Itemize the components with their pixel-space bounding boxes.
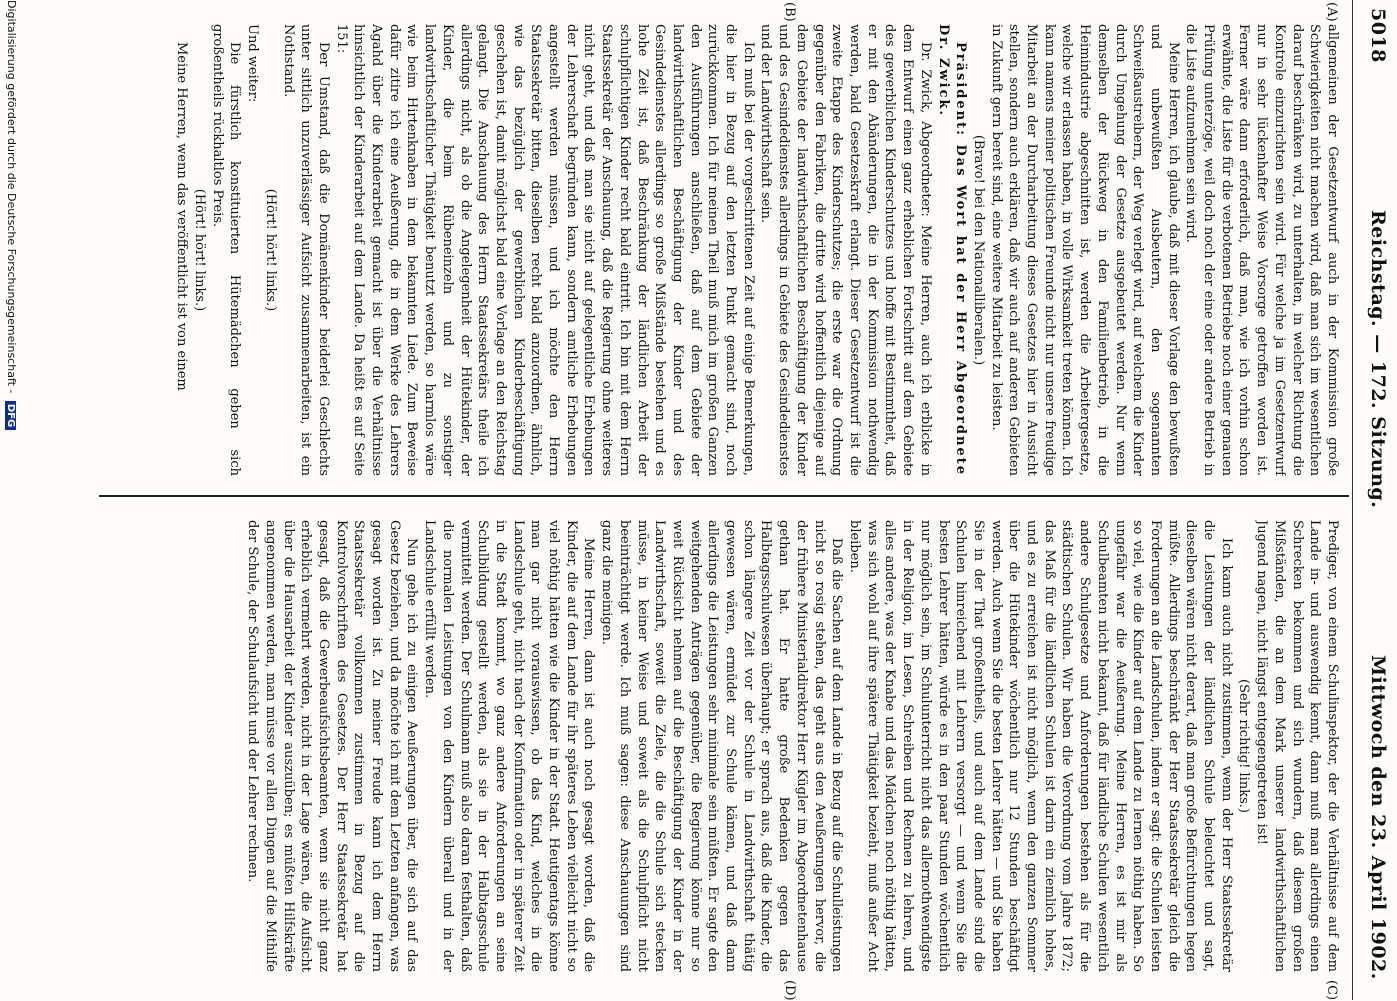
dfg-logo: DFG	[5, 401, 16, 430]
paragraph: Dr. Zwick, Abgeordneter: Meine Herren, auch ich erblicke in dem Entwurf einen ganz erheblichen Fortschritt auf dem Gebiete des gewerblichen Kinderschutzes und hoffe mit Bestimmtheit, daß er mit den Abänderungen, die in der Kommission nothwendig werden, bald Gesetzeskraft erlangt. Dieser Gesetzentwurf ist die zweite Etappe des Kinderschutzes; die erste war die Ordnung gegenüber den Fabriken, die dritte wird hoffentlich diejenige auf dem Gebiete der landwirthschaftlichen Beschäftigung der Kinder und des Gesindedienstes allerdings in Gebiete des Gesindedienstes und der Landwirthschaft sein.	[758, 24, 933, 476]
margin-marker-d: (D)	[782, 980, 797, 1001]
header-divider	[1352, 0, 1353, 1000]
margin-marker-b: (B)	[782, 2, 797, 22]
paragraph: Prediger, von einem Schulinspektor, der die Verhältnisse auf dem Lande in- und auswendig kennt, dann muß man allerdings einen Schrecken bekommen und sich wundern, daß diesem großen Mißständen, die an dem Mark unserer landwirthschaftlichen Jugend nagen, nicht längst entgegengetreten ist!	[1254, 520, 1340, 972]
page-date: Mittwoch den 23. April 1902.	[1367, 655, 1389, 980]
right-column	[31, 520, 1341, 972]
paragraph: Meine Herren, dann ist auch noch gesagt worden, daß die Kinder, die auf dem Lande für ihr späteres Leben vielleicht nicht so viel nöthig hätten wie die Kinder in der Stadt. Heutigentags könne man gar nicht vorauswissen, ob das Kind, welches in die Landschule geht, nicht nach der Konfirmation oder in späterer Zeit in die Stadt kommt, wo ganz andere Anforderungen an seine Schulbildung gestellt werden, als sie in der Halbtagsschule vermittelt werden. Der Schulmann muß also daran festhalten, daß die normalen Leistungen von den Kindern überall und in der Landschule erfüllt werden.	[422, 520, 597, 972]
footer-text: Digitalisierung gefördert durch die Deutsche Forschungsgemeinschaft -	[5, 0, 18, 394]
paragraph: Meine Herren, ich glaube, daß mit dieser Vorlage den bewußten und unbewußten Ausbeutern, den sogenannten Schweißaustreibern, der Weg verlegt wird, auf welchem die Kinder durch Umgehung der Gesetze ausgebeutet werden. Nur wenn demselben der Rückweg in den Familienbetrieb, in die Heimindustrie abgeschnitten ist, werden die Arbeitergesetze, welche wir erlassen haben, in volle Wirksamkeit treten können. Ich kann namens meiner politischen Freunde nicht nur unsere freudige Mitarbeit an der Durcharbeitung dieses Gesetzes hier in Aussicht stellen, sondern auch erklären, daß wir auch auf anderen Gebieten in Zukunft gern bereit sind, eine weitere Mitarbeit zu leisten.	[988, 24, 1181, 476]
interjection: (Sehr richtig! links.)	[1236, 679, 1252, 813]
margin-marker-c: (C)	[1324, 980, 1339, 1001]
page-title: Reichstag. — 172. Sitzung.	[1367, 210, 1389, 509]
paragraph: Ich muß bei der vorgeschrittenen Zeit auf einige Bemerkungen, die hier in Bezug auf den letzten Punkt gemacht sind, noch zurückkommen. Ich für meinen Theil muß mich im großen Ganzen den Ausführungen anschließen, daß auf dem Gebiete der landwirthschaftlichen Beschäftigung der Kinder und des Gesindedienstes allerdings so große Mißstände bestehen und es hohe Zeit ist, daß Beschränkung der ländlichen Arbeit der schulpflichtigen Kinder recht bald eintritt. Ich bin mit dem Herrn Staatssekretär der Anschauung, daß die Regierung ohne weiteres nicht geht, und daß man sie nicht auf gelegentliche Erhebungen der Lehrerschaft begründen kann, sondern amtliche Erhebungen angestellt werden müssen, und ich möchte den Herrn Staatssekretär bitten, dieselben recht bald anzuordnen, ähnlich, wie das bezüglich der gewerblichen Kinderbeschäftigung geschehen ist, damit möglichst bald eine Vorlage an den Reichstag gelangt. Die Anschauung des Herrn Staatssekretärs theile ich allerdings nicht, als ob die Angelegenheit der Hütekinder, der Kinder, die beim Rübeneinzeln und zu sonstiger landwirthschaftlicher Thätigkeit benutzt werden, so harmlos wäre wie beim Hirtenknaben in dem bekannten Liede. Zum Beweise dafür zitire ich eine Aeußerung, die in dem Werke des Lehrers Agahd über die Kinderarbeit gemacht ist über die Verhältnisse hinsichtlich der Kinderarbeit auf dem Lande. Da heißt es auf Seite 151:	[333, 24, 756, 476]
margin-marker-a: (A)	[1324, 2, 1339, 22]
quotation: Die fürstlich konstituierten Hütemädchen geben sich großentheils rückhaltlos Preis.	[209, 24, 243, 476]
interjection: (Bravo! bei den Nationalliberalen.)	[970, 134, 986, 366]
quotation: Der Umstand, daß die Domänenkinder beiderlei Geschlechts unter sittlich unzuverlässiger Aufsicht zusammenarbeiten, ist ein Nothstand.	[280, 24, 331, 476]
paragraph: Daß die Sachen auf dem Lande in Bezug auf die Schulleistungen nicht so rosig stehen, das geht aus den Aeußerungen hervor, die der frühere Ministerialdirektor Herr Kügler im Abgeordnetenhause gethan hat. Er hatte große Bedenken gegen das Halbtagsschulwesen überhaupt; er sprach aus, daß die Kinder, die schon längere Zeit vor der Schule in Landwirthschaft thätig gewesen wären, ermüdet zur Schule kämen, und daß dann allerdings die Leistungen sehr minimale sein müßten. Er sagte den weitgehenden Anträgen gegenüber, die Regierung könne nur so weit Rücksicht nehmen auf die Beschäftigung der Kinder in der Landwirthschaft, soweit die Ziele, die die Schule sich stecken müsse, in keiner Weise und soweit als die Schulpflicht nicht beeinträchtigt werde. Ich muß sagen: diese Anschauungen sind ganz die meinigen.	[599, 520, 845, 972]
paragraph: allgemeinen der Gesetzentwurf auch in der Kommission große Schwierigkeiten nicht machen wird, daß man sich im wesentlichen darauf beschränken wird, zu unterhalten, in welcher Richtung die Kontrole einzurichten sein wird. Für welche ja im Gesetzentwurf nur in sehr lückenhafter Weise Vorsorge getroffen worden ist. Ferner wäre dann erforderlich, daß man, wie ich vorhin schon erwähnte, die Liste für die verbotenen Betriebe noch einer genauen Prüfung unterzöge, weil doch noch der eine oder andere Betrieb in die Liste aufzunehmen sein wird.	[1183, 24, 1340, 476]
paragraph: Und weiter:	[245, 24, 261, 103]
paragraph: Meine Herren, wenn das veröffentlicht ist von einem	[174, 42, 190, 391]
paragraph: Ich kann auch nicht zustimmen, wenn der Herr Staatssekretär die Leistungen der ländlichen Schule beleuchtet und sagt, dieselben wären nicht derart, daß man große Befürchtungen hegen müßte. Allerdings beschränkt der Herr Staatssekretär gleich die Forderungen an die Landschulen, indem er sagt: die Schulen leisten so viel, wie die Kinder auf dem Lande zu lernen nöthig haben. So ungefähr war die Aeußerung. Meine Herren, es ist mir als Schulbeamten nicht bekannt, daß für ländliche Schulen wesentlich andere Schulgesetze und Anforderungen bestehen als für die städtischen Schulen. Wir haben die Verordnung vom Jahre 1872; das Maß für die ländlichen Schulen ist darin ein ziemlich hohes, und es zu erreichen ist nicht möglich, wenn den ganzen Sommer über die Hütekinder wöchentlich nur 12 Stunden beschäftigt werden. Auch wenn Sie die besten Lehrer hätten — und Sie haben Sie in der That großentheils, und auch auf dem Lande sind die Schulen hinreichend mit Lehrern versorgt — und wenn Sie die besten Lehrer hätten, würde es in den paar Stunden wöchentlich nur möglich sein, im Schulunterricht nicht das allernothwendigste in der Religion, im Lesen, Schreiben und Rechnen zu lehren, und alles andere, was der Knabe und das Mädchen noch nöthig hätten, was sich wohl auf ihre spätere Thätigkeit bezieht, muß außer Acht bleiben.	[847, 520, 1234, 972]
page-header	[1355, 0, 1389, 1000]
digitization-footer	[0, 0, 18, 1000]
column-divider	[99, 495, 1349, 497]
page-number: 5018	[1367, 8, 1389, 63]
interjection: (Hört! hört! links.)	[192, 188, 207, 312]
speaker-announcement: Präsident: Das Wort hat der Herr Abgeordnete Dr. Zwick.	[935, 24, 969, 476]
interjection: (Hört! hört! links.)	[262, 188, 278, 312]
paragraph: Nun gehe ich zu einigen Aeußerungen über, die sich auf das Gesetz beziehen, und da möchte ich mit dem Letzten anfangen, was gesagt worden ist. Zu meiner Freude kann ich dem Herrn Staatssekretär vollkommen zustimmen in Bezug auf die Kontrolvorschriften des Gesetzes. Der Herr Staatssekretär hat gesagt, daß die Gewerbeaufsichtsbeamten, wenn sie nicht ganz erheblich vermehrt werden, nicht in der Lage wären, die Aufsicht über die Hausarbeit der Kinder auszuüben; es müßten Hilfskräfte angenommen werden, man müsse vor allen Dingen auf die Mithilfe der Schule, der Schulaufsicht und der Lehrer rechnen.	[245, 520, 420, 972]
left-column	[31, 24, 1341, 476]
